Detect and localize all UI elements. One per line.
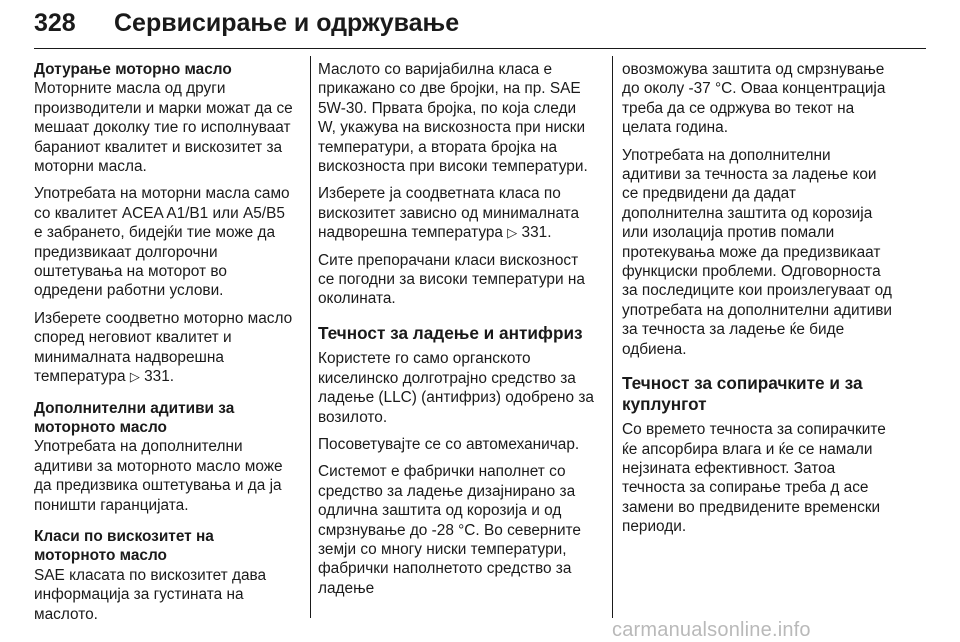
page-ref-arrow-icon: ▷	[129, 369, 140, 385]
paragraph: SAE класата по вискозитет дава информација за густината на маслото.	[34, 566, 267, 623]
paragraph: Сите препорачани класи вискозност се погодни за високи температури на околината.	[318, 251, 585, 308]
paragraph: Маслото со варијабилна класа е прикажано со две бројки, на пр. SAE 5W-30. Првата бројка, по која следи W, укажува на вискозноста при ниски температури, а втората бројка на вискозноста при високи температури.	[318, 61, 588, 176]
paragraph: Системот е фабрички наполнет со средство за ладење дизајнирано за одлична заштита од корозија и од смрзнување до -28 °C. Во северните земји со многу ниски температури, фабрички наполнетото средство за ладење	[318, 463, 581, 597]
paragraph: Користете го само органското киселинско долготрајно средство за ладење (LLC) (антифриз) одобрено за возилото.	[318, 350, 594, 426]
chapter-title: Сервисирање и одржување	[114, 9, 460, 37]
column-divider-2	[612, 56, 613, 618]
page-ref[interactable]: 331.	[144, 368, 175, 386]
paragraph-with-ref	[34, 309, 296, 387]
watermark: carmanualsonline.info	[612, 619, 811, 641]
column-1	[34, 60, 296, 632]
paragraph-text: Изберете ја соодветната класа по вискозитет зависно од минималната надворешна температура	[318, 185, 580, 242]
column-2	[318, 60, 596, 606]
paragraph: овозможува заштита од смрзнување до околу -37 °C. Оваа концентрација треба да се одржува во текот на целата година.	[622, 61, 886, 137]
heading-brake-fluid: Течност за сопирачките и за куплунгот	[622, 373, 863, 414]
column-divider-1	[310, 56, 311, 618]
heading-viscosity-classes: Класи по вискозитет на моторното масло	[34, 527, 214, 565]
heading-engine-oil-topup: Дотурање моторно масло	[34, 61, 232, 78]
paragraph: Употребата на дополнителни адитиви за течноста за ладење кои се предвидени да дадат дополнителна заштита од корозија или изолација против помали протекувања може да предизвикаат функциски проблеми. Одговорноста за последиците кои произлегуваат од употребата на дополнителни адитиви за течноста за ладење ќе биде одбиена.	[622, 146, 892, 358]
paragraph: Употребата на моторни масла само со квалитет ACEA A1/B1 или A5/B5 е забрането, бидејќи тие може да предизвикаат долгорочни оштетувања на моторот во одредени работни услови.	[34, 185, 290, 300]
paragraph: Употребата на дополнителни адитиви за моторното масло може да предизвика оштетувања и да ја поништи гаранцијата.	[34, 438, 283, 514]
paragraph-text: Изберете соодветно моторно масло според неговиот квалитет и минималната надворешна температура	[34, 309, 293, 386]
page-ref[interactable]: 331.	[521, 224, 552, 242]
page-ref-arrow-icon: ▷	[507, 225, 518, 241]
heading-coolant: Течност за ладење и антифриз	[318, 322, 583, 343]
paragraph: Посоветувајте се со автомеханичар.	[318, 436, 580, 453]
page-header	[34, 0, 926, 50]
paragraph-with-ref	[318, 184, 596, 242]
paragraph: Со времето течноста за сопирачките ќе апсорбира влага и ќе се намали нејзината ефективност. Затоа течноста за сопирање треба д асе замени во предвидените временски периоди.	[622, 421, 886, 536]
page-number: 328	[34, 9, 76, 37]
header-rule	[34, 48, 926, 49]
column-3	[622, 60, 892, 545]
heading-oil-additives: Дополнителни адитиви за моторното масло	[34, 399, 235, 436]
paragraph: Моторните масла од други производители и марки можат да се мешаат доколку тие го исполнуваат бараниот квалитет и вискозитет за моторни масла.	[34, 80, 293, 176]
